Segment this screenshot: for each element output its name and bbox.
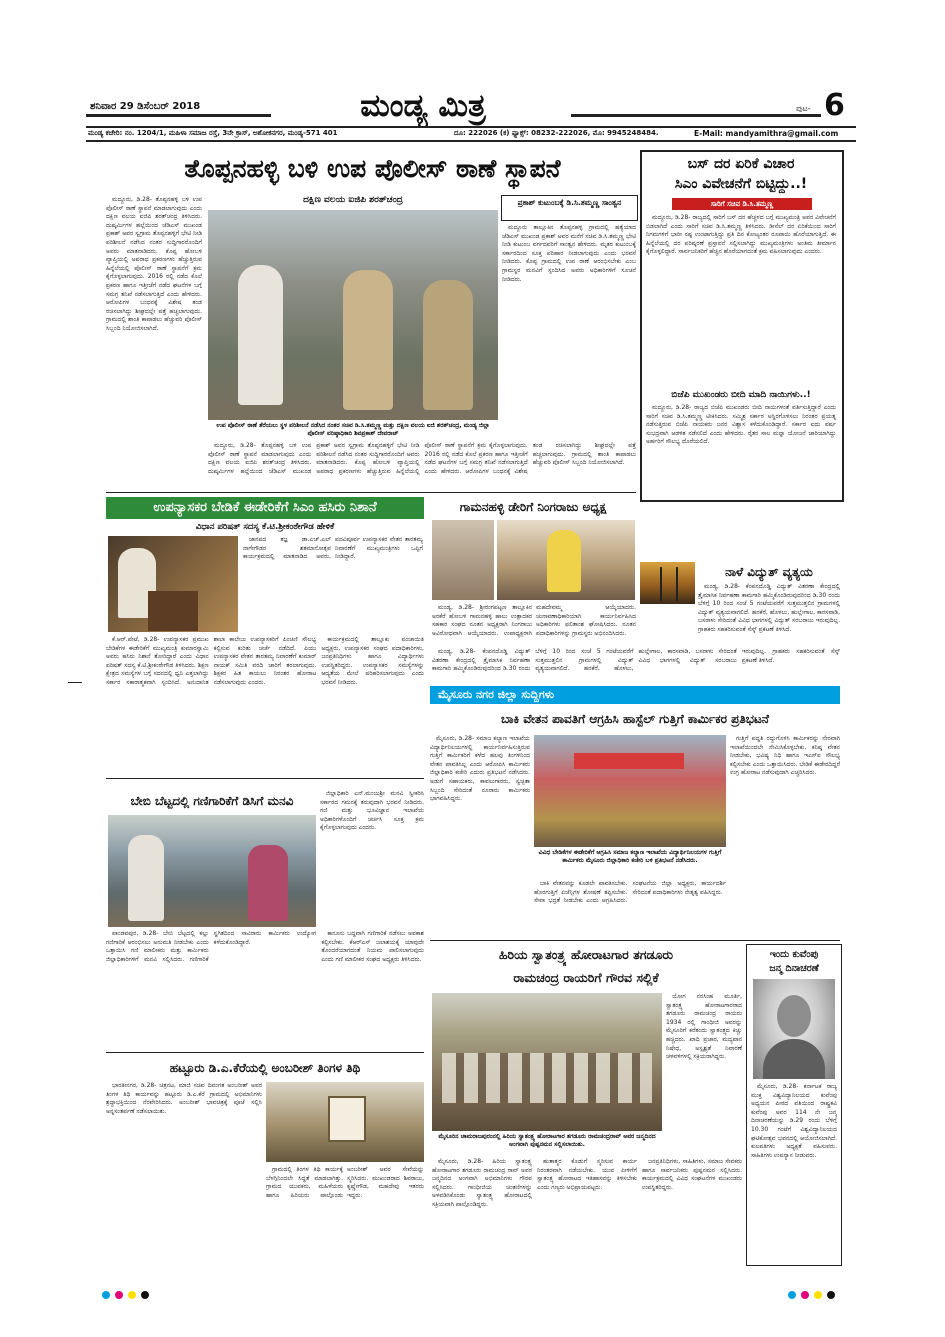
section-divider-1 [106, 492, 636, 493]
freedom-paragraph-1: ಮೈಸೂರು, ಡಿ.28- ಹಿರಿಯ ಸ್ವಾತಂತ್ರ್ಯ ಹೋರಾಟಗಾರ ತಗಡೂರು ರಾಮಚಂದ್ರ ರಾವ್ ಅವರ ಜನ್ಮದಿನದ ಅಂಗವಾಗಿ ಅಭಿಮಾನಿಗಳು ಗೌರವ ಸಲ್ಲಿಸಿದರು. ಗಾಂಧೀಜಿಯ ಚಿಂತನೆಗಳನ್ನು ಅಳವಡಿಸಿಕೊಂಡು ಸ್ವಾತಂತ್ರ್ಯ ಹೋರಾಟದಲ್ಲಿ ಸಕ್ರಿಯವಾಗಿ ಪಾಲ್ಗೊಂಡಿದ್ದರು. [432, 1158, 532, 1208]
lead-paragraph-1: ಮದ್ದೂರು, ಡಿ.28- ತೊಪ್ಪನಹಳ್ಳಿ ಬಳಿ ಉಪ ಪೊಲೀಸ್ ಠಾಣೆ ಸ್ಥಾಪನೆ ಮಾಡಲಾಗುವುದು ಎಂದು ದಕ್ಷಿಣ ವಲಯ ಐಜಿಪಿ ಶರತ್‌ಚಂದ್ರ ತಿಳಿಸಿದರು. ದುಷ್ಕರ್ಮಿಗಳ ಹಲ್ಲೆಯಿಂದ ಜೆಡಿಎಸ್ ಮುಖಂಡ ಪ್ರಕಾಶ್ ಅವರ ಸ್ವಗ್ರಾಮ ತೊಪ್ಪನಹಳ್ಳಿಗೆ ಭೇಟಿ ನೀಡಿ ಪರಿಶೀಲನೆ ನಡೆಸಿದ ನಂತರ ಸುದ್ದಿಗಾರರೊಂದಿಗೆ ಅವರು ಮಾತನಾಡಿದರು. ಕೊಪ್ಪ ಹೋಬಳಿ ವ್ಯಾಪ್ತಿಯಲ್ಲಿ ಅಪರಾಧ ಪ್ರಕರಣಗಳು ಹೆಚ್ಚುತ್ತಿರುವ ಹಿನ್ನೆಲೆಯಲ್ಲಿ ಪೊಲೀಸ್ ಠಾಣೆ ಸ್ಥಾಪನೆಗೆ ಕ್ರಮ ಕೈಗೊಳ್ಳಲಾಗುವುದು. 2016 ರಲ್ಲಿ ನಡೆದ ಕೊಲೆ ಪ್ರಕರಣ ಹಾಗೂ ಇತ್ತೀಚೆಗೆ ನಡೆದ ಘಟನೆಗಳ ಬಗ್ಗೆ ಸಮಗ್ರ ತನಿಖೆ ನಡೆಸಲಾಗುತ್ತಿದೆ ಎಂದು ಹೇಳಿದರು. ಆರೋಪಿಗಳ ಬಂಧನಕ್ಕೆ ವಿಶೇಷ ತಂಡ ರಚಿಸಲಾಗಿದ್ದು ಶೀಘ್ರದಲ್ಲೇ ಪತ್ತೆ ಹಚ್ಚಲಾಗುವುದು. ಗ್ರಾಮದಲ್ಲಿ ಶಾಂತಿ ಕಾಪಾಡಲು ಹೆಚ್ಚುವರಿ ಪೊಲೀಸ್ ಸಿಬ್ಬಂದಿ ನಿಯೋಜಿಸಲಾಗಿದೆ. [106, 196, 202, 332]
office-address: ಮಂಡ್ಯ ಕಚೇರಿ: ನಂ. 1204/1, ಮಹಿಳಾ ಸಮಾಜ ರಸ್ತೆ, 3ನೇ ಕ್ರಾಸ್, ಅಶೋಕನಗರ, ಮಂಡ್ಯ-571 401 [88, 129, 338, 137]
mysuru-band [430, 686, 840, 704]
lead-headline: ತೊಪ್ಪನಹಳ್ಳಿ ಬಳಿ ಉಪ ಪೊಲೀಸ್ ಠಾಣೆ ಸ್ಥಾಪನೆ [184, 154, 561, 183]
gamanahalli-paragraph: ಮಂಡ್ಯ, ಡಿ.28- ಶ್ರೀರಂಗಪಟ್ಟಣ ತಾಲ್ಲೂಕಿನ ಅರಕೆರೆ ಹೋಬಳಿ ಗಾಮನಹಳ್ಳಿ ಹಾಲು ಉತ್ಪಾದಕರ ಸಹಕಾರ ಸಂಘದ ನೂತನ ಅಧ್ಯಕ್ಷರಾಗಿ ನಿಂಗರಾಜು ಅವಿರೋಧವಾಗಿ ಆಯ್ಕೆಯಾದರು. ಉಪಾಧ್ಯಕ್ಷರಾಗಿ ಮಹದೇವಮ್ಮ ಆಯ್ಕೆಯಾದರು. ಚುನಾವಣಾಧಿಕಾರಿಯಾಗಿ ಕಾರ್ಯನಿರ್ವಹಿಸಿದ ಅಧಿಕಾರಿಗಳು ಫಲಿತಾಂಶ ಘೋಷಿಸಿದರು. ನೂತನ ಪದಾಧಿಕಾರಿಗಳನ್ನು ಗ್ರಾಮಸ್ಥರು ಅಭಿನಂದಿಸಿದರು. [432, 604, 636, 637]
lecturers-photo [108, 536, 238, 632]
dot-magenta [115, 1291, 123, 1299]
hattur-body-1 [106, 1082, 262, 1264]
portrait-head [777, 995, 811, 1037]
page-number: 6 [824, 88, 845, 123]
bus-story-box [640, 150, 844, 502]
photo-figure-mid [343, 270, 393, 410]
section-divider-3 [106, 778, 424, 779]
page-masthead [86, 86, 856, 146]
dot-black [141, 1291, 149, 1299]
registration-dots-right [788, 1284, 840, 1303]
hattur-body-2 [266, 1166, 424, 1264]
lead-body-col-2 [502, 224, 636, 419]
freedom-body [432, 1158, 742, 1264]
lead-paragraph-2: ಮದ್ದೂರು ತಾಲ್ಲೂಕಿನ ತೊಪ್ಪನಹಳ್ಳಿ ಗ್ರಾಮದಲ್ಲಿ ಹತ್ಯೆಯಾದ ಜೆಡಿಎಸ್ ಮುಖಂಡ ಪ್ರಕಾಶ್ ಅವರ ಮನೆಗೆ ಸಚಿವ ಡಿ.ಸಿ.ತಮ್ಮಣ್ಣ ಭೇಟಿ ನೀಡಿ ಕುಟುಂಬ ವರ್ಗದವರಿಗೆ ಸಾಂತ್ವನ ಹೇಳಿದರು. ಮೃತರ ಕುಟುಂಬಕ್ಕೆ ಸರ್ಕಾರದಿಂದ ಸೂಕ್ತ ಪರಿಹಾರ ನೀಡಲಾಗುವುದು ಎಂದು ಭರವಸೆ ನೀಡಿದರು. ಕೊಪ್ಪ ಗ್ರಾಮದಲ್ಲಿ ಉಪ ಠಾಣೆ ಆರಂಭಿಸಬೇಕು ಎಂಬ ಗ್ರಾಮಸ್ಥರ ಮನವಿಗೆ ಸ್ಪಂದಿಸಿದ ಅವರು ಅಧಿಕಾರಿಗಳಿಗೆ ಸೂಚನೆ ನೀಡಿದರು. [502, 224, 636, 283]
power-paragraph-lower: ಮಂಡ್ಯ, ಡಿ.28- ಕೆಂಪನದೊಡ್ಡಿ ವಿದ್ಯುತ್ ವಿತರಣಾ ಕೇಂದ್ರದಲ್ಲಿ ತ್ರೈಮಾಸಿಕ ನಿರ್ವಹಣಾ ಕಾಮಗಾರಿ ಹಮ್ಮಿಕೊಂಡಿರುವುದರಿಂದ ಡಿ.30 ರಂದು ಬೆಳಿಗ್ಗೆ 10 ರಿಂದ ಸಂಜೆ 5 ಗಂಟೆಯವರೆಗೆ ಸುತ್ತಮುತ್ತಲಿನ ಗ್ರಾಮಗಳಲ್ಲಿ ವಿದ್ಯುತ್ ವ್ಯತ್ಯಯವಾಗಲಿದೆ. ಹನಕೆರೆ, ಹೊಳಲು, ಹುಲ್ಲೇಗಾಲ, ಕಾರಸವಾಡಿ, ಬಸರಾಳು ಸೇರಿದಂತೆ ವಿವಿಧ ಭಾಗಗಳಲ್ಲಿ ವಿದ್ಯುತ್ ಸರಬರಾಜು ಇರುವುದಿಲ್ಲ. ಗ್ರಾಹಕರು ಸಹಕರಿಸುವಂತೆ ಸೆಸ್ಕ್ ಪ್ರಕಟಣೆ ತಿಳಿಸಿದೆ. [432, 648, 840, 673]
lead-photo-header: ದಕ್ಷಿಣ ವಲಯ ಐಜಿಪಿ ಶರತ್‌ಚಂದ್ರ [303, 195, 403, 205]
lecturers-tag: ವಿಧಾನ ಪರಿಷತ್ ಸದಸ್ಯ ಕೆ.ಟಿ.ಶ್ರೀಕಂಠೇಗೌಡ ಹೇಳಿಕೆ [195, 522, 335, 532]
bebi-headline: ಬೇಬಿ ಬೆಟ್ಟದಲ್ಲಿ ಗಣಿಗಾರಿಕೆಗೆ ಡಿಸಿಗೆ ಮನವಿ [130, 794, 294, 808]
dot-black [827, 1291, 835, 1299]
bebi-paragraph-1: ಪಾಂಡವಪುರ, ಡಿ.28- ಬೇಬಿ ಬೆಟ್ಟದಲ್ಲಿ ಕಲ್ಲು ಗಣಿಗಾರಿಕೆ ಆರಂಭಿಸಲು ಅನುಮತಿ ನೀಡಬೇಕು ಎಂದು ಒತ್ತಾಯಿಸಿ ಗಣಿ ಮಾಲೀಕರು ಮತ್ತು ಕಾರ್ಮಿಕರು ಜಿಲ್ಲಾಧಿಕಾರಿಗಳಿಗೆ ಮನವಿ ಸಲ್ಲಿಸಿದರು. ಗಣಿಗಾರಿಕೆ ಸ್ಥಗಿತದಿಂದ ಸಾವಿರಾರು ಕಾರ್ಮಿಕರು ಉದ್ಯೋಗ ಕಳೆದುಕೊಂಡಿದ್ದಾರೆ. [106, 930, 317, 963]
lecturers-body-a [243, 536, 423, 632]
power-body-lower [432, 648, 840, 682]
gamanahalli-headline: ಗಾಮನಹಳ್ಳಿ ಡೇರಿಗೆ ನಿಂಗರಾಜು ಅಧ್ಯಕ್ಷ [459, 500, 607, 514]
lead-paragraph-3: ಮದ್ದೂರು, ಡಿ.28- ತೊಪ್ಪನಹಳ್ಳಿ ಬಳಿ ಉಪ ಪೊಲೀಸ್ ಠಾಣೆ ಸ್ಥಾಪನೆ ಮಾಡಲಾಗುವುದು ಎಂದು ದಕ್ಷಿಣ ವಲಯ ಐಜಿಪಿ ಶರತ್‌ಚಂದ್ರ ತಿಳಿಸಿದರು. ದುಷ್ಕರ್ಮಿಗಳ ಹಲ್ಲೆಯಿಂದ ಜೆಡಿಎಸ್ ಮುಖಂಡ ಪ್ರಕಾಶ್ ಅವರ ಸ್ವಗ್ರಾಮ ತೊಪ್ಪನಹಳ್ಳಿಗೆ ಭೇಟಿ ನೀಡಿ ಪರಿಶೀಲನೆ ನಡೆಸಿದ ನಂತರ ಸುದ್ದಿಗಾರರೊಂದಿಗೆ ಅವರು ಮಾತನಾಡಿದರು. ಕೊಪ್ಪ ಹೋಬಳಿ ವ್ಯಾಪ್ತಿಯಲ್ಲಿ ಅಪರಾಧ ಪ್ರಕರಣಗಳು ಹೆಚ್ಚುತ್ತಿರುವ ಹಿನ್ನೆಲೆಯಲ್ಲಿ ಪೊಲೀಸ್ ಠಾಣೆ ಸ್ಥಾಪನೆಗೆ ಕ್ರಮ ಕೈಗೊಳ್ಳಲಾಗುವುದು. 2016 ರಲ್ಲಿ ನಡೆದ ಕೊಲೆ ಪ್ರಕರಣ ಹಾಗೂ ಇತ್ತೀಚೆಗೆ ನಡೆದ ಘಟನೆಗಳ ಬಗ್ಗೆ ಸಮಗ್ರ ತನಿಖೆ ನಡೆಸಲಾಗುತ್ತಿದೆ ಎಂದು ಹೇಳಿದರು. ಆರೋಪಿಗಳ ಬಂಧನಕ್ಕೆ ವಿಶೇಷ ತಂಡ ರಚಿಸಲಾಗಿದ್ದು ಶೀಘ್ರದಲ್ಲೇ ಪತ್ತೆ ಹಚ್ಚಲಾಗುವುದು. ಗ್ರಾಮದಲ್ಲಿ ಶಾಂತಿ ಕಾಪಾಡಲು ಹೆಚ್ಚುವರಿ ಪೊಲೀಸ್ ಸಿಬ್ಬಂದಿ ನಿಯೋಜಿಸಲಾಗಿದೆ. [208, 442, 636, 475]
bus-headline-1: ಬಸ್ ದರ ಏರಿಕೆ ವಿಚಾರ [687, 156, 795, 172]
masthead-top-rule [86, 114, 271, 117]
hattur-paragraph-2: ಗ್ರಾಮದಲ್ಲಿ ತಿಂಗಳ ತಿಥಿ ಕಾರ್ಯಕ್ಕೆ ಬೆಳಗ್ಗಿನಿಂದಲೇ ಸಿದ್ಧತೆ ಮಾಡಲಾಗಿತ್ತು. ಗ್ರಾಮದ ಯುವಕರು, ಮಹಿಳೆಯರು ಹಾಗೂ ಹಿರಿಯರು ಪಾಲ್ಗೊಂಡು ಅಂಬರೀಶ್ ಅವರ ಸೇವೆಯನ್ನು ಸ್ಮರಿಸಿದರು. ಮುಖಂಡರಾದ ಶಿವರಾಜು, ಕೃಷ್ಣೇಗೌಡ, ಮಹದೇವು ಇತರರು ಇದ್ದರು. [266, 1166, 424, 1199]
photo-figure-right [423, 280, 473, 410]
photo-figure-left [238, 265, 283, 405]
registration-dots-left [102, 1284, 154, 1303]
dot-yellow [814, 1291, 822, 1299]
freedom-paragraph-3: ಜನಪ್ರತಿನಿಧಿಗಳು, ಸಾಹಿತಿಗಳು, ಸಮಾಜ ಸೇವಕರು ಹಾಗೂ ಸಾರ್ವಜನಿಕರು ಪುಷ್ಪನಮನ ಸಲ್ಲಿಸಿದರು. ಕಾರ್ಯಕ್ರಮದಲ್ಲಿ ವಿವಿಧ ಸಂಘಟನೆಗಳ ಮುಖಂಡರು ಉಪಸ್ಥಿತರಿದ್ದರು. [642, 1158, 742, 1191]
kuvempu-portrait [753, 979, 835, 1079]
birthday-paragraph: ಮೈಸೂರು, ಡಿ.28- ಕರ್ನಾಟಕ ರಾಜ್ಯ ಮುಕ್ತ ವಿಶ್ವವಿದ್ಯಾನಿಲಯದ ಕುವೆಂಪು ಅಧ್ಯಯನ ಪೀಠದ ವತಿಯಿಂದ ರಾಷ್ಟ್ರಕವಿ ಕುವೆಂಪು ಅವರ 114 ನೇ ಜನ್ಮ ದಿನಾಚರಣೆಯನ್ನು ಡಿ.29 ರಂದು ಬೆಳಿಗ್ಗೆ 10.30 ಗಂಟೆಗೆ ವಿಶ್ವವಿದ್ಯಾನಿಲಯದ ಘಟಿಕೋತ್ಸವ ಭವನದಲ್ಲಿ ಆಯೋಜಿಸಲಾಗಿದೆ. ಕುಲಪತಿಗಳು ಅಧ್ಯಕ್ಷತೆ ವಹಿಸುವರು. ಸಾಹಿತಿಗಳು ಉಪನ್ಯಾಸ ನೀಡುವರು. [751, 1083, 837, 1159]
office-phones: ದೂ: 222026 (ಕ) ಫ್ಯಾಕ್ಸ್: 08232-222026, ಮೊ: 9945248484. [454, 129, 659, 137]
birthday-headline-1: ಇಂದು ಕುವೆಂಪು [769, 949, 819, 960]
hattur-headline: ಹಟ್ಟೂರು ಡಿ.ಎ.ಕೆರೆಯಲ್ಲಿ ಅಂಬರೀಶ್ ತಿಂಗಳ ತಿಥಿ [169, 1061, 361, 1075]
gamanahalli-body [432, 604, 636, 644]
portrait-shoulders [763, 1039, 825, 1079]
bus-paragraph: ಮದ್ದೂರು, ಡಿ.28- ರಾಜ್ಯದಲ್ಲಿ ಸಾರಿಗೆ ಬಸ್ ದರ ಹೆಚ್ಚಳದ ಬಗ್ಗೆ ಮುಖ್ಯಮಂತ್ರಿ ಅವರ ವಿವೇಚನೆಗೆ ಬಿಡಲಾಗಿದೆ ಎಂದು ಸಾರಿಗೆ ಸಚಿವ ಡಿ.ಸಿ.ತಮ್ಮಣ್ಣ ತಿಳಿಸಿದರು. ಡೀಸೆಲ್ ದರ ಏರಿಕೆಯಿಂದ ಸಾರಿಗೆ ನಿಗಮಗಳಿಗೆ ಭಾರೀ ನಷ್ಟ ಉಂಟಾಗುತ್ತಿದ್ದು ಪ್ರತಿ ದಿನ ಕೋಟ್ಯಂತರ ರೂಪಾಯಿ ಹೊರೆಯಾಗುತ್ತಿದೆ. ಈ ಹಿನ್ನೆಲೆಯಲ್ಲಿ ದರ ಪರಿಷ್ಕರಣೆ ಪ್ರಸ್ತಾವನೆ ಸಲ್ಲಿಸಲಾಗಿದ್ದು ಮುಖ್ಯಮಂತ್ರಿಗಳು ಅಂತಿಮ ತೀರ್ಮಾನ ಕೈಗೊಳ್ಳಲಿದ್ದಾರೆ. ಸಾರ್ವಜನಿಕರಿಗೆ ಹೆಚ್ಚಿನ ಹೊರೆಯಾಗದಂತೆ ಕ್ರಮ ವಹಿಸಲಾಗುವುದು ಎಂದರು. [646, 214, 836, 256]
freedom-photo-caption: ಮೈಸೂರಿನ ಚಾಮರಾಜಪುರಂನಲ್ಲಿ ಹಿರಿಯ ಸ್ವಾತಂತ್ರ್ಯ ಹೋರಾಟಗಾರ ತಗಡೂರು ರಾಮಚಂದ್ರರಾವ್ ಅವರ ಜನ್ಮದಿನದ ಅಂಗವಾಗಿ ಪುಷ್ಪನಮನ ಸಲ್ಲಿಸಲಾಯಿತು. [438, 1133, 656, 1148]
power-headline: ನಾಳೆ ವಿದ್ಯುತ್ ವ್ಯತ್ಯಯ [725, 565, 813, 579]
section-divider-5 [430, 940, 840, 941]
bebi-paragraph-3: ಜಿಲ್ಲಾಧಿಕಾರಿ ಎನ್.ಮಂಜುಶ್ರೀ ಮನವಿ ಸ್ವೀಕರಿಸಿ ಸರ್ಕಾರದ ಗಮನಕ್ಕೆ ತರುವುದಾಗಿ ಭರವಸೆ ನೀಡಿದರು. ಗಣಿ ಮತ್ತು ಭೂವಿಜ್ಞಾನ ಇಲಾಖೆಯ ಅಧಿಕಾರಿಗಳೊಂದಿಗೆ ಚರ್ಚಿಸಿ ಸೂಕ್ತ ಕ್ರಮ ಕೈಗೊಳ್ಳಲಾಗುವುದು ಎಂದರು. [320, 790, 424, 832]
bus-sub-body [646, 404, 836, 496]
page-label: ಪುಟ- [796, 104, 811, 113]
hattur-photo [266, 1082, 424, 1162]
bus-sub-headline: ಬಿಜೆಪಿ ಮುಖಂಡರು ಬೀದಿ ಮಾದಿ ನಾಯಿಗಳು..! [671, 390, 811, 400]
lead-body-col-1 [106, 196, 202, 468]
lecturers-headline: ಉಪನ್ಯಾಸಕರ ಬೇಡಿಕೆ ಈಡೇರಿಕೆಗೆ ಸಿಎಂ ಹಸಿರು ನಿಶಾನೆ [153, 500, 377, 515]
lead-side-box [501, 195, 638, 221]
birthday-headline-2: ಜನ್ಮ ದಿನಾಚರಣೆ [769, 963, 819, 974]
power-paragraph: ಮಂಡ್ಯ, ಡಿ.28- ಕೆಂಪನದೊಡ್ಡಿ ವಿದ್ಯುತ್ ವಿತರಣಾ ಕೇಂದ್ರದಲ್ಲಿ ತ್ರೈಮಾಸಿಕ ನಿರ್ವಹಣಾ ಕಾಮಗಾರಿ ಹಮ್ಮಿಕೊಂಡಿರುವುದರಿಂದ ಡಿ.30 ರಂದು ಬೆಳಿಗ್ಗೆ 10 ರಿಂದ ಸಂಜೆ 5 ಗಂಟೆಯವರೆಗೆ ಸುತ್ತಮುತ್ತಲಿನ ಗ್ರಾಮಗಳಲ್ಲಿ ವಿದ್ಯುತ್ ವ್ಯತ್ಯಯವಾಗಲಿದೆ. ಹನಕೆರೆ, ಹೊಳಲು, ಹುಲ್ಲೇಗಾಲ, ಕಾರಸವಾಡಿ, ಬಸರಾಳು ಸೇರಿದಂತೆ ವಿವಿಧ ಭಾಗಗಳಲ್ಲಿ ವಿದ್ಯುತ್ ಸರಬರಾಜು ಇರುವುದಿಲ್ಲ. ಗ್ರಾಹಕರು ಸಹಕರಿಸುವಂತೆ ಸೆಸ್ಕ್ ಪ್ರಕಟಣೆ ತಿಳಿಸಿದೆ. [698, 583, 840, 633]
hattur-paragraph-1: ಭಾರತೀನಗರ, ಡಿ.28- ಚಿತ್ರನಟ, ಮಾಜಿ ಸಚಿವ ದಿವಂಗತ ಅಂಬರೀಶ್ ಅವರ ತಿಂಗಳ ತಿಥಿ ಕಾರ್ಯವನ್ನು ಹಟ್ಟೂರು ಡಿ.ಎ.ಕೆರೆ ಗ್ರಾಮದಲ್ಲಿ ಅಭಿಮಾನಿಗಳು ಶ್ರದ್ಧಾಭಕ್ತಿಯಿಂದ ನೆರವೇರಿಸಿದರು. ಅಂಬರೀಶ್ ಭಾವಚಿತ್ರಕ್ಕೆ ಪೂಜೆ ಸಲ್ಲಿಸಿ ಅನ್ನಸಂತರ್ಪಣೆ ನಡೆಸಲಾಯಿತು. [106, 1082, 262, 1115]
freedom-paragraph-2: ಹುತಾತ್ಮರ ಕೊಡುಗೆ ಸ್ಮರಿಸುವ ಕಾರ್ಯ ನಿರಂತರವಾಗಿ ನಡೆಯಬೇಕು. ಯುವ ಪೀಳಿಗೆಗೆ ಸ್ವಾತಂತ್ರ್ಯ ಹೋರಾಟದ ಇತಿಹಾಸವನ್ನು ತಿಳಿಸಬೇಕು ಎಂದು ಗಣ್ಯರು ಅಭಿಪ್ರಾಯಪಟ್ಟರು. [537, 1158, 637, 1191]
masthead-top-rule-right [571, 114, 821, 117]
freedom-headline-2: ರಾಮಚಂದ್ರ ರಾಯರಿಗೆ ಗೌರವ ಸಲ್ಲಿಕೆ [513, 970, 659, 985]
lecturers-body-b [106, 636, 424, 774]
lead-photo [208, 210, 498, 420]
birthday-body [751, 1083, 837, 1261]
garland-figure [547, 530, 581, 592]
mysuru-paragraph-3: ಬಾಕಿ ವೇತನವನ್ನು ಕೂಡಲೇ ಪಾವತಿಸಬೇಕು. ಹೊರಗುತ್ತಿಗೆ ಏಜೆನ್ಸಿಗಳ ಶೋಷಣೆ ತಪ್ಪಿಸಬೇಕು. ಸೇವಾ ಭದ್ರತೆ ನೀಡಬೇಕು ಎಂದು ಆಗ್ರಹಿಸಿದರು. ಸಂಘಟನೆಯ ಜಿಲ್ಲಾ ಅಧ್ಯಕ್ಷರು, ಕಾರ್ಯದರ್ಶಿ ಸೇರಿದಂತೆ ಪದಾಧಿಕಾರಿಗಳು ನೇತೃತ್ವ ವಹಿಸಿದ್ದರು. [534, 880, 726, 905]
lecturers-headline-band [106, 497, 424, 519]
freedom-paragraph-4: ಯೋಗ ನರಸಿಂಹ ಮೂರ್ತಿ, ಸ್ವಾತಂತ್ರ್ಯ ಹೋರಾಟಗಾರರಾದ ತಗಡೂರು ರಾಮಚಂದ್ರ ರಾಯರು 1934 ರಲ್ಲಿ ಗಾಂಧೀಜಿ ಅವರನ್ನು ಮೈಸೂರಿಗೆ ಕರೆತಂದು ಸ್ವಾತಂತ್ರ್ಯದ ಕಿಚ್ಚು ಹಚ್ಚಿದರು. ಖಾದಿ ಪ್ರಚಾರ, ಮದ್ಯಪಾನ ನಿಷೇಧ, ಅಸ್ಪೃಶ್ಯತೆ ನಿವಾರಣೆ ಚಳವಳಿಗಳಲ್ಲಿ ಸಕ್ರಿಯರಾಗಿದ್ದರು. [666, 993, 742, 1061]
mysuru-band-label: ಮೈಸೂರು ನಗರ ಜಿಲ್ಲಾ ಸುದ್ದಿಗಳು [438, 688, 555, 701]
bebi-figure-2 [248, 845, 288, 921]
dot-cyan [102, 1291, 110, 1299]
newspaper-title: ಮಂಡ್ಯ ಮಿತ್ರ [360, 88, 486, 124]
issue-date: ಶನಿವಾರ 29 ಡಿಸೆಂಬರ್ 2018 [90, 101, 201, 112]
dot-cyan [788, 1291, 796, 1299]
bus-body [646, 214, 836, 386]
podium-shape [148, 591, 198, 631]
dot-yellow [128, 1291, 136, 1299]
lecturers-paragraph-a: ಜಾನಪದ ತಜ್ಞ ಡಾ.ಎಚ್.ಎಲ್ ನಾಗೇಗೌಡರ ಶತಮಾನೋತ್ಸವ ಕಾರ್ಯಕ್ರಮದಲ್ಲಿ ಮಾತನಾಡಿದ ಅವರು, ಪದವಿಪೂರ್ವ ಉಪನ್ಯಾಸಕರ ವೇತನ ತಾರತಮ್ಯ ನಿವಾರಣೆಗೆ ಮುಖ್ಯಮಂತ್ರಿಗಳು ಒಪ್ಪಿಗೆ ನೀಡಿದ್ದಾರೆ. [243, 536, 423, 561]
birthday-box [746, 944, 842, 1266]
bebi-photo [108, 815, 316, 927]
freedom-headline-1: ಹಿರಿಯ ಸ್ವಾತಂತ್ರ್ಯ ಹೋರಾಟಗಾರ ತಗಡೂರು [498, 947, 674, 962]
lecturers-paragraph-c: ಕಾರ್ಯಕ್ರಮದಲ್ಲಿ ತಾಲ್ಲೂಕು ಪಂಚಾಯಿತಿ ಅಧ್ಯಕ್ಷರು, ಉಪನ್ಯಾಸಕರ ಸಂಘದ ಪದಾಧಿಕಾರಿಗಳು, ಜನಪ್ರತಿನಿಧಿಗಳು ಹಾಗೂ ವಿದ್ಯಾರ್ಥಿಗಳು ಉಪಸ್ಥಿತರಿದ್ದರು. ಉಪನ್ಯಾಸಕರ ಸಮಸ್ಯೆಗಳನ್ನು ಆದ್ಯತೆಯ ಮೇಲೆ ಪರಿಹರಿಸಲಾಗುವುದು ಎಂದು ಭರವಸೆ ನೀಡಿದರು. [321, 636, 424, 686]
mysuru-paragraph-1: ಮೈಸೂರು, ಡಿ.28- ಸಮಾಜ ಕಲ್ಯಾಣ ಇಲಾಖೆಯ ವಿದ್ಯಾರ್ಥಿನಿಲಯಗಳಲ್ಲಿ ಕಾರ್ಯನಿರ್ವಹಿಸುತ್ತಿರುವ ಗುತ್ತಿಗೆ ಕಾರ್ಮಿಕರಿಗೆ ಕಳೆದ ಹಲವು ತಿಂಗಳಿನಿಂದ ವೇತನ ಪಾವತಿಸಿಲ್ಲ ಎಂದು ಆರೋಪಿಸಿ ಕಾರ್ಮಿಕರು ಜಿಲ್ಲಾಧಿಕಾರಿ ಕಚೇರಿ ಎದುರು ಪ್ರತಿಭಟನೆ ನಡೆಸಿದರು. ಅಡುಗೆ ಸಹಾಯಕರು, ಕಾವಲುಗಾರರು, ಸ್ವಚ್ಛತಾ ಸಿಬ್ಬಂದಿ ಸೇರಿದಂತೆ ನೂರಾರು ಕಾರ್ಮಿಕರು ಭಾಗವಹಿಸಿದ್ದರು. [430, 735, 530, 803]
lead-body-col-3 [208, 442, 636, 488]
portrait-frame [328, 1096, 366, 1142]
masthead-rule-bottom [86, 140, 856, 142]
freedom-crowd [442, 1053, 652, 1103]
gamanahalli-photo-1 [432, 520, 494, 600]
tower-shape [660, 567, 678, 601]
margin-mark [68, 682, 82, 683]
bus-sub-paragraph: ಮದ್ದೂರು, ಡಿ.28- ರಾಜ್ಯದ ಬಿಜೆಪಿ ಮುಖಂಡರು ಬೀದಿ ನಾಯಿಗಳಂತೆ ವರ್ತಿಸುತ್ತಿದ್ದಾರೆ ಎಂದು ಸಾರಿಗೆ ಸಚಿವ ಡಿ.ಸಿ.ತಮ್ಮಣ್ಣ ಟೀಕಿಸಿದರು. ಸಮ್ಮಿಶ್ರ ಸರ್ಕಾರ ಅಸ್ಥಿರಗೊಳಿಸಲು ನಿರಂತರ ಪ್ರಯತ್ನ ನಡೆಸುತ್ತಿರುವ ಬಿಜೆಪಿ ನಾಯಕರು ಜನರ ವಿಶ್ವಾಸ ಕಳೆದುಕೊಂಡಿದ್ದಾರೆ. ಸರ್ಕಾರ ಐದು ವರ್ಷ ಸುಭದ್ರವಾಗಿ ಆಡಳಿತ ನಡೆಸಲಿದೆ ಎಂದು ಹೇಳಿದರು. ರೈತರ ಸಾಲ ಮನ್ನಾ ಯೋಜನೆ ಜಾರಿಯಾಗಿದ್ದು ಅರ್ಹರಿಗೆ ಸೌಲಭ್ಯ ದೊರೆಯಲಿದೆ. [646, 404, 836, 446]
section-divider-4 [106, 1052, 424, 1053]
mysuru-headline: ಬಾಕಿ ವೇತನ ಪಾವತಿಗೆ ಆಗ್ರಹಿಸಿ ಹಾಸ್ಟೆಲ್ ಗುತ್ತಿಗೆ ಕಾರ್ಮಿಕರ ಪ್ರತಿಭಟನೆ [501, 712, 769, 726]
bebi-body-right [320, 790, 424, 926]
mysuru-body-3 [534, 880, 726, 935]
office-email: E-Mail: mandyamithra@gmail.com [694, 129, 839, 138]
freedom-body-right [666, 993, 742, 1153]
lead-photo-caption: ಉಪ ಪೊಲೀಸ್ ಠಾಣೆ ತೆರೆಯಲು ಸ್ಥಳ ಪರಿಶೀಲನೆ ನಡೆಸಿದ ನಂತರ ಸಚಿವ ಡಿ.ಸಿ.ತಮ್ಮಣ್ಣ ಮತ್ತು ದಕ್ಷಿಣ ವಲಯ ಐಜಿ ಶರತ್‌ಚಂದ್ರ, ಮಂಡ್ಯ ಜಿಲ್ಲಾ ಪೊಲೀಸ್ ವರಿಷ್ಠಾಧಿಕಾರಿ ಶಿವಪ್ರಕಾಶ್ ದೇವರಾಜ್ [216, 422, 490, 437]
dot-magenta [801, 1291, 809, 1299]
lead-side-box-title: ಪ್ರಕಾಶ್ ಕುಟುಂಬಕ್ಕೆ ಡಿ.ಸಿ.ತಮ್ಮಣ್ಣ ಸಾಂತ್ವನ [517, 198, 622, 207]
bebi-paragraph-2: ಕಾನೂನು ಬದ್ಧವಾಗಿ ಗಣಿಗಾರಿಕೆ ನಡೆಸಲು ಅವಕಾಶ ಕಲ್ಪಿಸಬೇಕು. ಕೆಆರ್‌ಎಸ್ ಜಲಾಶಯಕ್ಕೆ ಯಾವುದೇ ತೊಂದರೆಯಾಗದಂತೆ ನಿಯಮ ಪಾಲಿಸಲಾಗುವುದು ಎಂದು ಗಣಿ ಮಾಲೀಕರ ಸಂಘದ ಅಧ್ಯಕ್ಷರು ತಿಳಿಸಿದರು. [321, 930, 424, 963]
lecturers-paragraph-b: ಕೆ.ಆರ್.ಪೇಟೆ, ಡಿ.28- ಉಪನ್ಯಾಸಕರ ಪ್ರಮುಖ ಬೇಡಿಕೆಗಳ ಈಡೇರಿಕೆಗೆ ಮುಖ್ಯಮಂತ್ರಿ ಕುಮಾರಸ್ವಾಮಿ ಅವರು ಹಸಿರು ನಿಶಾನೆ ತೋರಿದ್ದಾರೆ ಎಂದು ವಿಧಾನ ಪರಿಷತ್ ಸದಸ್ಯ ಕೆ.ಟಿ.ಶ್ರೀಕಂಠೇಗೌಡ ತಿಳಿಸಿದರು. ಶಿಕ್ಷಣ ಕ್ಷೇತ್ರದ ಸಮಸ್ಯೆಗಳ ಬಗ್ಗೆ ಸದನದಲ್ಲಿ ಧ್ವನಿ ಎತ್ತಲಾಗಿದ್ದು ಸರ್ಕಾರ ಸಕಾರಾತ್ಮಕವಾಗಿ ಸ್ಪಂದಿಸಿದೆ. ಅನುದಾನಿತ ಶಾಲಾ ಕಾಲೇಜು ಉಪನ್ಯಾಸಕರಿಗೆ ಪಿಂಚಣಿ ಸೌಲಭ್ಯ ಕಲ್ಪಿಸುವ ಕುರಿತು ಚರ್ಚೆ ನಡೆದಿದೆ. ಪಿಯು ಉಪನ್ಯಾಸಕರ ವೇತನ ತಾರತಮ್ಯ ನಿವಾರಣೆಗೆ ಕುಮಾರ್ ನಾಯಕ್ ಸಮಿತಿ ವರದಿ ಜಾರಿಗೆ ತರಲಾಗುವುದು. ಶಿಕ್ಷಕರ ಹಿತ ಕಾಯಲು ನಿರಂತರ ಹೋರಾಟ ನಡೆಸಲಾಗುವುದು ಎಂದರು. [106, 636, 317, 686]
bebi-body [106, 930, 424, 1048]
power-photo [640, 562, 695, 604]
protest-banner [574, 753, 684, 769]
mysuru-paragraph-2: ಗುತ್ತಿಗೆ ಪದ್ಧತಿ ರದ್ದುಗೊಳಿಸಿ ಕಾರ್ಮಿಕರನ್ನು ನೇರವಾಗಿ ಇಲಾಖೆಯಿಂದಲೇ ನೇಮಿಸಿಕೊಳ್ಳಬೇಕು. ಕನಿಷ್ಠ ವೇತನ ನೀಡಬೇಕು, ಭವಿಷ್ಯ ನಿಧಿ ಹಾಗೂ ಇಎಸ್‌ಐ ಸೌಲಭ್ಯ ಕಲ್ಪಿಸಬೇಕು ಎಂದು ಒತ್ತಾಯಿಸಿದರು. ಬೇಡಿಕೆ ಈಡೇರದಿದ್ದರೆ ಉಗ್ರ ಹೋರಾಟ ನಡೆಸುವುದಾಗಿ ಎಚ್ಚರಿಸಿದರು. [730, 735, 840, 777]
bus-headline-2: ಸಿಎಂ ವಿವೇಚನೆಗೆ ಬಿಟ್ಟಿದ್ದು..! [674, 176, 808, 192]
mysuru-body-2 [730, 735, 840, 935]
masthead-rule-thick [86, 126, 856, 128]
gamanahalli-photo-2 [497, 520, 635, 600]
mysuru-body-1 [430, 735, 530, 935]
mysuru-photo-caption: ವಿವಿಧ ಬೇಡಿಕೆಗಳ ಈಡೇರಿಕೆಗೆ ಆಗ್ರಹಿಸಿ ಸಮಾಜ ಕಲ್ಯಾಣ ಇಲಾಖೆಯ ವಿದ್ಯಾರ್ಥಿನಿಲಯಗಳ ಗುತ್ತಿಗೆ ಕಾರ್ಮಿಕರು ಮೈಸೂರು ಜಿಲ್ಲಾಧಿಕಾರಿ ಕಚೇರಿ ಬಳಿ ಪ್ರತಿಭಟನೆ ನಡೆಸಿದರು. [538, 849, 722, 864]
freedom-photo [432, 993, 662, 1131]
mysuru-photo [534, 735, 726, 847]
bus-tag: ಸಾರಿಗೆ ಸಚಿವ ಡಿ.ಸಿ.ತಮ್ಮಣ್ಣ [672, 198, 812, 210]
bebi-figure-1 [128, 835, 164, 921]
